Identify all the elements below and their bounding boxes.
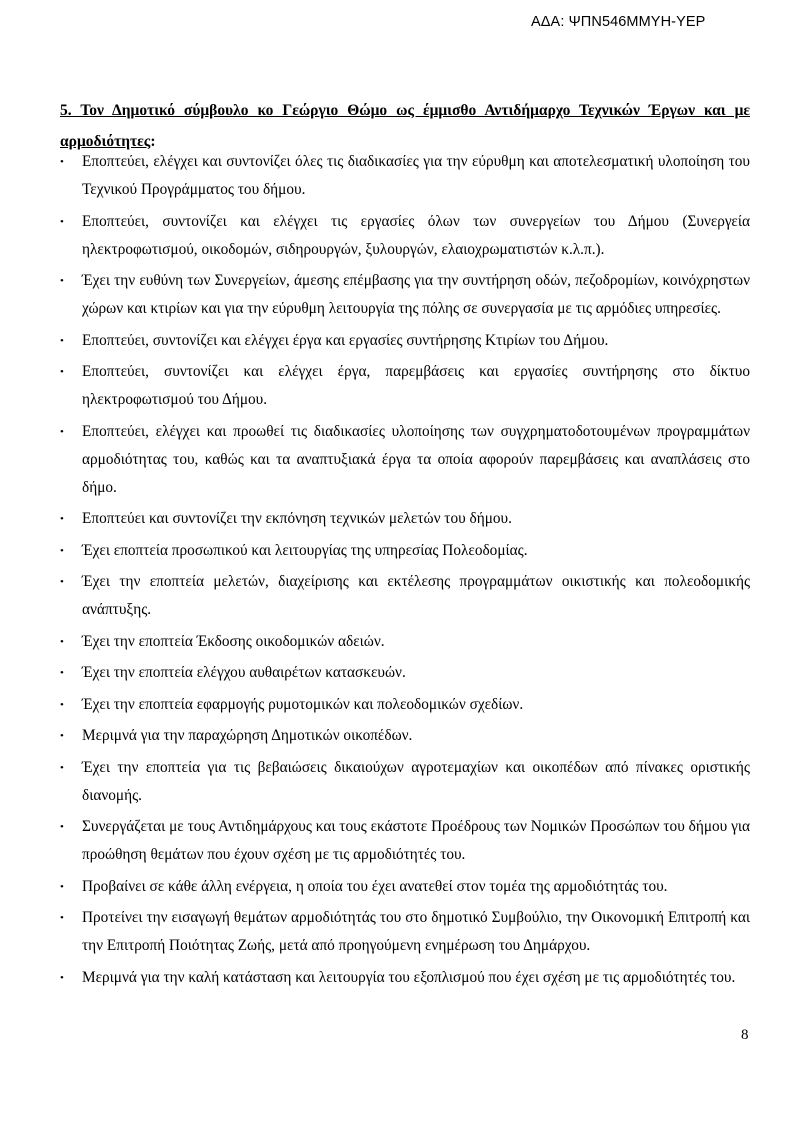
list-item-text: Εποπτεύει, ελέγχει και συντονίζει όλες τις διαδικασίες για την εύρυθμη και αποτελεσματική υλοποίηση του Τεχνικού Προγράμματος του δήμου.	[82, 153, 750, 198]
list-item-text: Εποπτεύει, ελέγχει και προωθεί τις διαδικασίες υλοποίησης των συγχρηματοδοτουμένων προγραμμάτων αρμοδιότητας του, καθώς και τα αναπτυξιακά έργα τα οποία αφορούν παρεμβάσεις και αναπλάσεις στο δήμο.	[82, 422, 750, 496]
list-item-text: Έχει την εποπτεία ελέγχου αυθαιρέτων κατασκευών.	[82, 664, 406, 681]
list-item	[60, 964, 750, 992]
responsibilities-list	[60, 148, 750, 995]
list-item	[60, 327, 750, 355]
list-item-text: Έχει την εποπτεία μελετών, διαχείρισης και εκτέλεσης προγραμμάτων οικιστικής και πολεοδομικής ανάπτυξης.	[82, 573, 750, 618]
list-item-text: Εποπτεύει και συντονίζει την εκπόνηση τεχνικών μελετών του δήμου.	[82, 510, 512, 527]
bullet-icon: •	[60, 156, 64, 168]
list-item	[60, 267, 750, 323]
list-item	[60, 813, 750, 869]
bullet-icon: •	[60, 275, 64, 287]
list-item	[60, 628, 750, 656]
list-item-text: Εποπτεύει, συντονίζει και ελέγχει τις εργασίες όλων των συνεργείων του Δήμου (Συνεργεία ηλεκτροφωτισμού, οικοδομών, σιδηρουργών, ξυλουργών, ελαιοχρωματιστών κ.λ.π.).	[82, 212, 750, 258]
list-item-text: Προτείνει την εισαγωγή θεμάτων αρμοδιότητάς του στο δημοτικό Συμβούλιο, την Οικονομική Επιτροπή και την Επιτροπή Ποιότητας Ζωής, μετά από προηγούμενη ενημέρωση του Δημάρχου.	[82, 909, 750, 954]
list-item-text: Έχει την ευθύνη των Συνεργείων, άμεσης επέμβασης για την συντήρηση οδών, πεζοδρομίων, κοινόχρηστων χώρων και κτιρίων και για την εύρυθμη λειτουργία της πόλης σε συνεργασία με τις αρμόδιες υπηρεσίες.	[82, 272, 750, 317]
list-item	[60, 754, 750, 810]
bullet-icon: •	[60, 366, 64, 378]
ada-document-id: ΑΔΑ: ΨΠΝ546ΜΜΥΗ-ΥΕΡ	[531, 14, 706, 30]
list-item-text: Εποπτεύει, συντονίζει και ελέγχει έργα, παρεμβάσεις και εργασίες συντήρησης στο δίκτυο ηλεκτροφωτισμού του Δήμου.	[82, 363, 750, 408]
bullet-icon: •	[60, 698, 64, 711]
bullet-icon: •	[60, 544, 64, 557]
list-item-text: Έχει εποπτεία προσωπικού και λειτουργίας της υπηρεσίας Πολεοδομίας.	[82, 541, 528, 559]
bullet-icon: •	[60, 635, 64, 648]
section-heading-colon: :	[150, 133, 156, 150]
bullet-icon: •	[60, 912, 64, 924]
bullet-icon: •	[60, 667, 64, 679]
section-heading-text: 5. Τον Δημοτικό σύμβουλο κο Γεώργιο Θώμο ως έμμισθο Αντιδήμαρχο Τεχνικών Έργων και με αρμοδιότητες	[60, 102, 750, 150]
bullet-icon: •	[60, 334, 64, 347]
list-item-text: Μεριμνά για την παραχώρηση Δημοτικών οικοπέδων.	[82, 727, 413, 744]
list-item	[60, 659, 750, 687]
list-item	[60, 505, 750, 533]
list-item	[60, 722, 750, 750]
list-item	[60, 537, 750, 565]
bullet-icon: •	[60, 215, 64, 228]
list-item-text: Έχει την εποπτεία Έκδοσης οικοδομικών αδειών.	[82, 632, 385, 650]
bullet-icon: •	[60, 576, 64, 588]
list-item-text: Εποπτεύει, συντονίζει και ελέγχει έργα και εργασίες συντήρησης Κτιρίων του Δήμου.	[82, 331, 609, 349]
list-item-text: Έχει την εποπτεία για τις βεβαιώσεις δικαιούχων αγροτεμαχίων και οικοπέδων από πίνακες οριστικής διανομής.	[82, 758, 750, 804]
bullet-icon: •	[60, 971, 64, 984]
list-item	[60, 148, 750, 204]
list-item-text: Συνεργάζεται με τους Αντιδημάρχους και τους εκάστοτε Προέδρους των Νομικών Προσώπων του δήμου για προώθηση θεμάτων που έχουν σχέση με τις αρμοδιότητές του.	[82, 818, 750, 863]
list-item	[60, 418, 750, 502]
list-item	[60, 358, 750, 414]
list-item	[60, 568, 750, 624]
list-item	[60, 208, 750, 264]
list-item-text: Προβαίνει σε κάθε άλλη ενέργεια, η οποία του έχει ανατεθεί στον τομέα της αρμοδιότητάς του.	[82, 877, 668, 895]
list-item	[60, 691, 750, 719]
bullet-icon: •	[60, 821, 64, 833]
bullet-icon: •	[60, 425, 64, 438]
bullet-icon: •	[60, 730, 64, 742]
list-item-text: Έχει την εποπτεία εφαρμογής ρυμοτομικών και πολεοδομικών σχεδίων.	[82, 695, 524, 713]
list-item	[60, 904, 750, 960]
list-item-text: Μεριμνά για την καλή κατάσταση και λειτουργία του εξοπλισμού που έχει σχέση με τις αρμοδιότητές του.	[82, 968, 736, 986]
list-item	[60, 873, 750, 901]
page-number: 8	[741, 1027, 749, 1043]
bullet-icon: •	[60, 761, 64, 774]
bullet-icon: •	[60, 880, 64, 893]
bullet-icon: •	[60, 513, 64, 525]
